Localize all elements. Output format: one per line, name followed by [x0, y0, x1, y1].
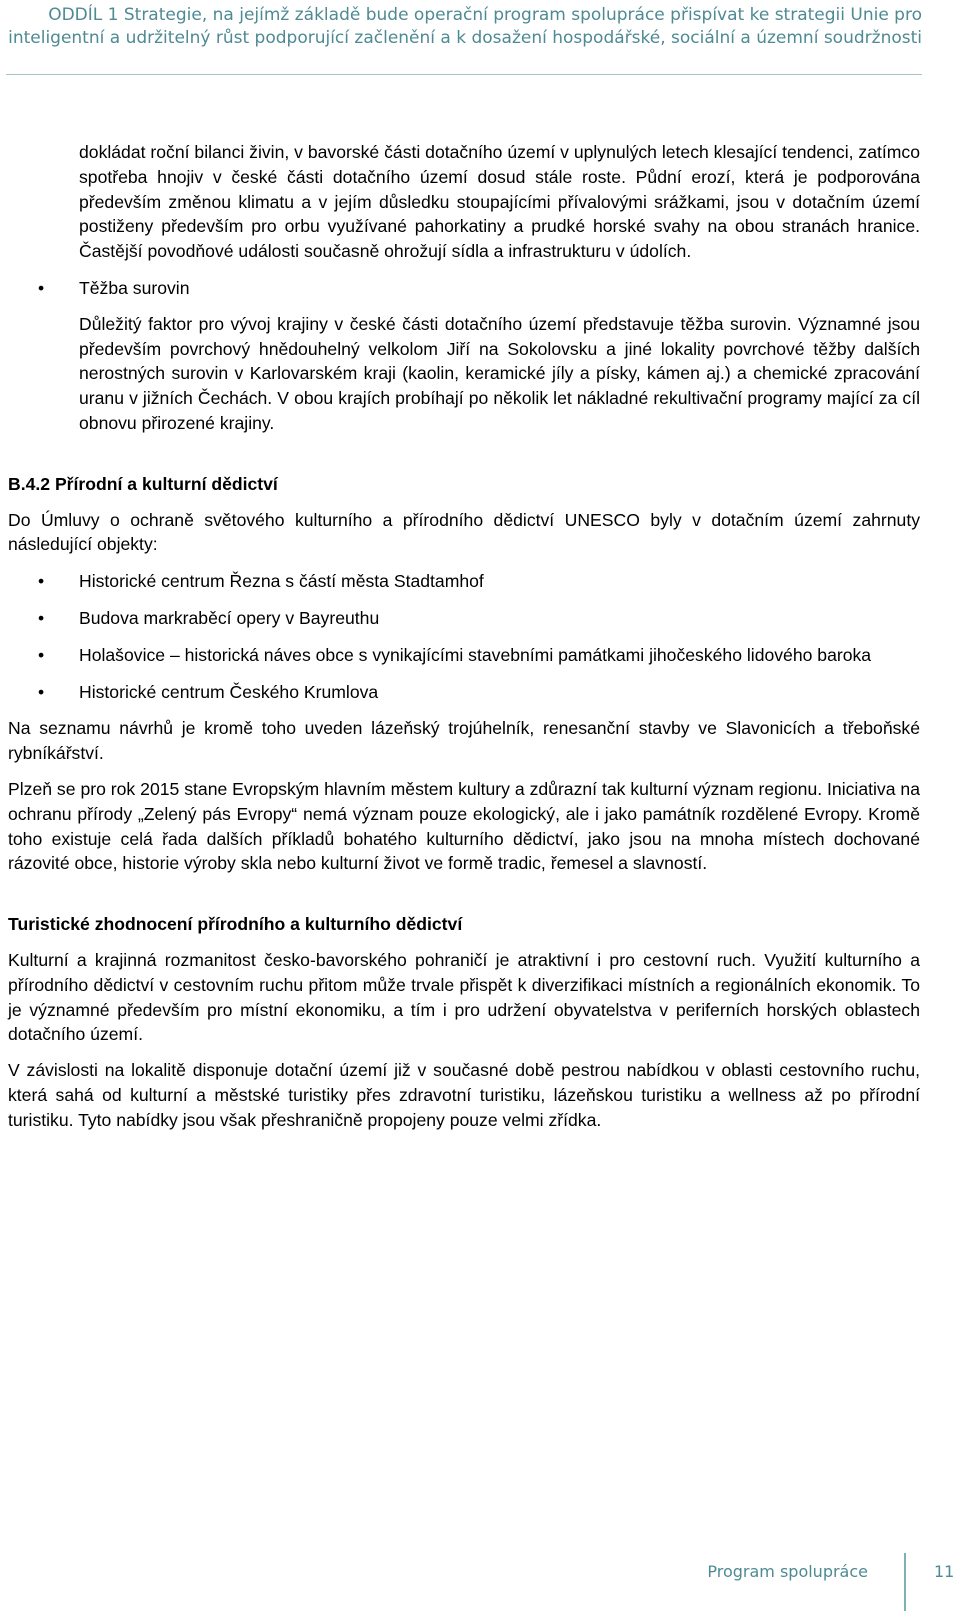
page-number: 11 — [934, 1562, 955, 1581]
site-item — [8, 643, 920, 668]
page-header — [8, 4, 922, 50]
unesco-intro: Do Úmluvy o ochraně světového kulturního a přírodního dědictví UNESCO byly v dotačním území zahrnuty následující objekty: — [8, 509, 920, 555]
bullet-mining-title: Těžba surovin — [79, 277, 190, 298]
candidates-paragraph: Na seznamu návrhů je kromě toho uveden lázeňský trojúhelník, renesanční stavby ve Slavonicích a třeboňské rybníkářství. — [8, 718, 920, 764]
document-body — [8, 140, 920, 1133]
tourism-paragraph-2: V závislosti na lokalitě disponuje dotační území již v současné době pestrou nabídkou v oblasti cestovního ruchu, která sahá od kulturní a městské turistiky přes zdravotní turistiku, lázeňskou turistiku a wellness až po přírodní turistiku. Tyto nabídky jsou však přeshraničně propojeny pouze velmi zřídka. — [8, 1060, 920, 1130]
bullet-mining — [8, 276, 920, 301]
site-item-text: Budova markraběcí opery v Bayreuthu — [79, 607, 380, 628]
bullet-dot: • — [38, 681, 45, 702]
continued-paragraph: dokládat roční bilanci živin, v bavorské části dotačního území v uplynulých letech klesající tendenci, zatímco spotřeba hnojiv v české části dotačního území dosud stále roste. Půdní erozí, která je podporována především změnou klimatu a v jejím důsledku stoupajícími přívalovými srážkami, jsou v dotačním území postiženy především pro orbu využívané pahorkatiny a prudké horské svahy na obou stranách hranice. Častější povodňové události současně ohrožují sídla a infrastrukturu v údolích. — [79, 142, 921, 262]
site-item-text: Historické centrum Českého Krumlova — [79, 681, 379, 702]
bullet-dot: • — [38, 277, 45, 298]
site-item — [8, 606, 920, 631]
mining-paragraph: Důležitý faktor pro vývoj krajiny v české části dotačního území představuje těžba surovin. Významné jsou především povrchový hnědouhelný velkolom Jiří na Sokolovsku a jiné lokality povrchové těžby dalších nerostných surovin v Karlovarském kraji (kaolin, keramické jíly a písky, kámen aj.) a chemické zpracování uranu v jižních Čechách. V obou krajích probíhají po několik let nákladné rekultivační programy mající za cíl obnovu přirozené krajiny. — [79, 313, 920, 433]
bullet-dot: • — [38, 644, 45, 665]
bullet-dot: • — [38, 607, 45, 628]
site-item — [8, 569, 920, 594]
site-item-text: Holašovice – historická náves obce s vynikajícími stavebními památkami jihočeského lidového baroka — [79, 644, 872, 665]
footer-divider — [904, 1553, 906, 1611]
bullet-dot: • — [38, 571, 45, 592]
site-item-text: Historické centrum Řezna s částí města Stadtamhof — [79, 571, 484, 592]
site-item — [8, 680, 920, 705]
footer-label: Program spolupráce — [707, 1562, 868, 1581]
section-heading-b42: B.4.2 Přírodní a kulturní dědictví — [8, 473, 278, 494]
plzen-paragraph: Plzeň se pro rok 2015 stane Evropským hlavním městem kultury a zdůrazní tak kulturní význam regionu. Iniciativa na ochranu přírody „Zelený pás Evropy“ nemá význam pouze ekologický, ale i jako památník rozdělené Evropy. Kromě toho existuje celá řada dalších příkladů bohatého kulturního dědictví, jako jsou na mnoha místech dochované rázovité obce, historie výroby skla nebo kulturní život ve formě tradic, řemesel a slavností. — [8, 778, 920, 874]
header-title: ODDÍL 1 Strategie, na jejímž základě bude operační program spolupráce přispívat ke strategii Unie pro inteligentní a udržitelný růst podporující začlenění a k dosažení hospodářské, sociální a územní soudržnosti — [8, 5, 922, 48]
tourism-paragraph-1: Kulturní a krajinná rozmanitost česko-bavorského pohraničí je atraktivní i pro cestovní ruch. Využití kulturního a přírodního dědictví v cestovním ruchu přitom může trvale přispět k diverzifikaci místních a regionálních ekonomik. To je významné především pro místní ekonomiku, a tím i pro udržení obyvatelstva v periferních horských oblastech dotačního území. — [8, 949, 920, 1045]
section-heading-tourism: Turistické zhodnocení přírodního a kulturního dědictví — [8, 914, 463, 935]
header-divider — [6, 74, 922, 75]
